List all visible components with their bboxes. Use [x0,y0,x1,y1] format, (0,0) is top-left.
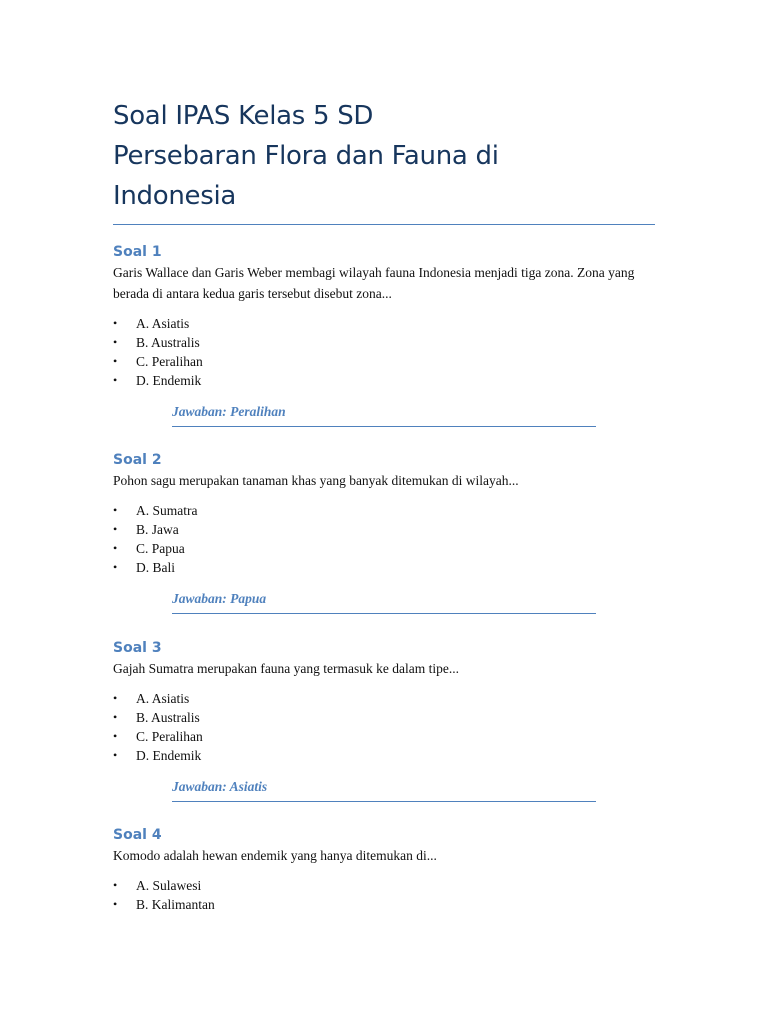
bullet-icon: • [113,541,118,555]
title-line-2: Persebaran Flora dan Fauna di [113,141,499,171]
bullet-icon: • [113,522,118,536]
question-heading: Soal 4 [113,827,162,843]
option-label: D. Endemik [136,373,202,388]
bullet-icon: • [113,691,118,705]
bullet-icon: • [113,560,118,574]
option-list [113,876,658,914]
question-3 [113,638,658,802]
question-text: Pohon sagu merupakan tanaman khas yang banyak ditemukan di wilayah... [113,473,519,488]
question-4 [113,825,658,914]
bullet-icon: • [113,335,118,349]
bullet-icon: • [113,373,118,387]
question-text: Komodo adalah hewan endemik yang hanya ditemukan di... [113,848,437,863]
answer-line: Jawaban: Peralihan [172,402,596,427]
option-list [113,501,658,577]
question-text: Garis Wallace dan Garis Weber membagi wilayah fauna Indonesia menjadi tiga zona. Zona yang berada di antara kedua garis tersebut disebut zona... [113,265,635,301]
option-item [113,539,658,558]
option-item [113,895,658,914]
option-label: B. Australis [136,335,200,350]
option-label: B. Jawa [136,522,179,537]
option-item [113,689,658,708]
question-2 [113,450,658,614]
question-heading: Soal 1 [113,244,162,260]
bullet-icon: • [113,503,118,517]
document-title [113,96,655,225]
option-label: C. Peralihan [136,729,203,744]
option-item [113,520,658,539]
option-label: C. Papua [136,541,185,556]
option-list [113,689,658,765]
option-label: D. Endemik [136,748,202,763]
option-item [113,333,658,352]
question-text: Gajah Sumatra merupakan fauna yang termasuk ke dalam tipe... [113,661,459,676]
bullet-icon: • [113,729,118,743]
option-item [113,876,658,895]
option-item [113,708,658,727]
question-heading: Soal 3 [113,640,162,656]
bullet-icon: • [113,748,118,762]
bullet-icon: • [113,710,118,724]
option-item [113,371,658,390]
option-label: A. Asiatis [136,316,190,331]
option-label: D. Bali [136,560,175,575]
bullet-icon: • [113,354,118,368]
bullet-icon: • [113,878,118,892]
option-item [113,352,658,371]
option-item [113,727,658,746]
option-label: A. Asiatis [136,691,190,706]
option-item [113,501,658,520]
option-label: C. Peralihan [136,354,203,369]
option-label: B. Kalimantan [136,897,215,912]
option-label: A. Sulawesi [136,878,202,893]
option-item [113,558,658,577]
answer-line: Jawaban: Papua [172,589,596,614]
option-label: A. Sumatra [136,503,198,518]
question-heading: Soal 2 [113,452,162,468]
title-line-3: Indonesia [113,181,237,211]
option-item [113,314,658,333]
question-1 [113,242,658,427]
bullet-icon: • [113,897,118,911]
title-line-1: Soal IPAS Kelas 5 SD [113,101,374,131]
option-item [113,746,658,765]
answer-line: Jawaban: Asiatis [172,777,596,802]
option-list [113,314,658,390]
bullet-icon: • [113,316,118,330]
option-label: B. Australis [136,710,200,725]
